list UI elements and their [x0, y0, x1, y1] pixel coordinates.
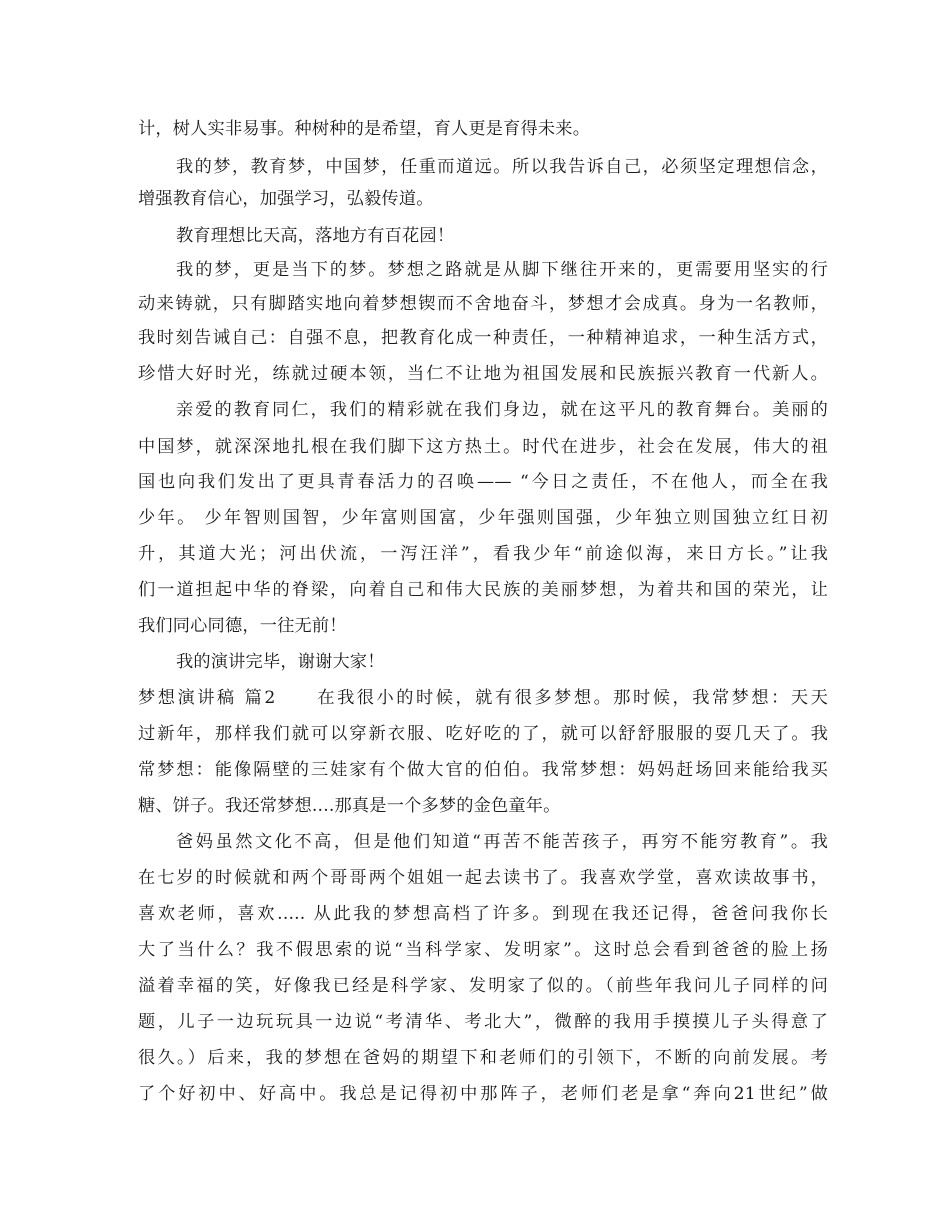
text-line: 们一道担起中华的脊梁，向着自己和伟大民族的美丽梦想，为着共和国的荣光，让 — [138, 580, 828, 600]
text-line: 糖、饼子。我还常梦想....那真是一个多梦的金色童年。 — [138, 796, 561, 816]
text-line: 珍惜大好时光，练就过硬本领，当仁不让地为祖国发展和民族振兴教育一代新人。 — [138, 364, 828, 384]
text-line: 我时刻告诫自己：自强不息，把教育化成一种责任，一种精神追求，一种生活方式， — [138, 328, 828, 348]
text-line: 升，其道大光；河出伏流，一泻汪洋”，看我少年“前途似海，来日方长。”让我 — [138, 544, 828, 564]
text-line: 很久。）后来，我的梦想在爸妈的期望下和老师们的引领下，不断的向前发展。考 — [138, 1048, 828, 1068]
text-line: 喜欢老师，喜欢..... 从此我的梦想高档了许多。到现在我还记得，爸爸问我你长 — [138, 904, 828, 924]
text-line: 中国梦，就深深地扎根在我们脚下这方热土。时代在进步，社会在发展，伟大的祖 — [138, 437, 828, 457]
text-line: 我的梦，更是当下的梦。梦想之路就是从脚下继往开来的，更需要用坚实的行 — [176, 260, 828, 280]
text-line: 增强教育信心，加强学习，弘毅传道。 — [138, 189, 434, 209]
text-line: 爸妈虽然文化不高，但是他们知道“再苦不能苦孩子，再穷不能穷教育”。我 — [176, 832, 828, 852]
text-line: 教育理想比天高，落地方有百花园！ — [176, 226, 455, 246]
text-line: 我的演讲完毕，谢谢大家！ — [176, 652, 385, 672]
text-line: 国也向我们发出了更具青春活力的召唤—— “今日之责任，不在他人，而全在我 — [138, 472, 828, 492]
text-line: 动来铸就，只有脚踏实地向着梦想锲而不舍地奋斗，梦想才会成真。身为一名教师， — [138, 294, 828, 314]
text-line: 在七岁的时候就和两个哥哥两个姐姐一起去读书了。我喜欢学堂，喜欢读故事书， — [138, 868, 828, 888]
text-line: 了个好初中、好高中。我总是记得初中那阵子，老师们老是拿“奔向21世纪”做 — [138, 1084, 828, 1104]
text-line: 少年。 少年智则国智，少年富则国富，少年强则国强，少年独立则国独立红日初 — [138, 508, 828, 528]
text-line: 常梦想：能像隔壁的三娃家有个做大官的伯伯。我常梦想：妈妈赶场回来能给我买 — [138, 760, 828, 780]
section-heading-line: 梦想演讲稿 篇2 在我很小的时候，就有很多梦想。那时候，我常梦想：天天 — [138, 688, 828, 708]
text-line: 溢着幸福的笑，好像我已经是科学家、发明家了似的。（前些年我问儿子同样的问 — [138, 976, 828, 996]
text-line: 我们同心同德，一往无前！ — [138, 616, 347, 636]
text-line: 大了当什么？我不假思索的说“当科学家、发明家”。这时总会看到爸爸的脸上扬 — [138, 940, 828, 960]
text-line: 题，儿子一边玩玩具一边说“考清华、考北大”，微醉的我用手摸摸儿子头得意了 — [138, 1012, 828, 1032]
text-line: 我的梦，教育梦，中国梦，任重而道远。所以我告诉自己，必须坚定理想信念， — [176, 157, 828, 177]
text-line: 过新年，那样我们就可以穿新衣服、吃好吃的了，就可以舒舒服服的耍几天了。我 — [138, 724, 828, 744]
text-line: 计，树人实非易事。种树种的是希望，育人更是育得未来。 — [138, 119, 591, 139]
text-line: 亲爱的教育同仁，我们的精彩就在我们身边，就在这平凡的教育舞台。美丽的 — [176, 400, 828, 420]
